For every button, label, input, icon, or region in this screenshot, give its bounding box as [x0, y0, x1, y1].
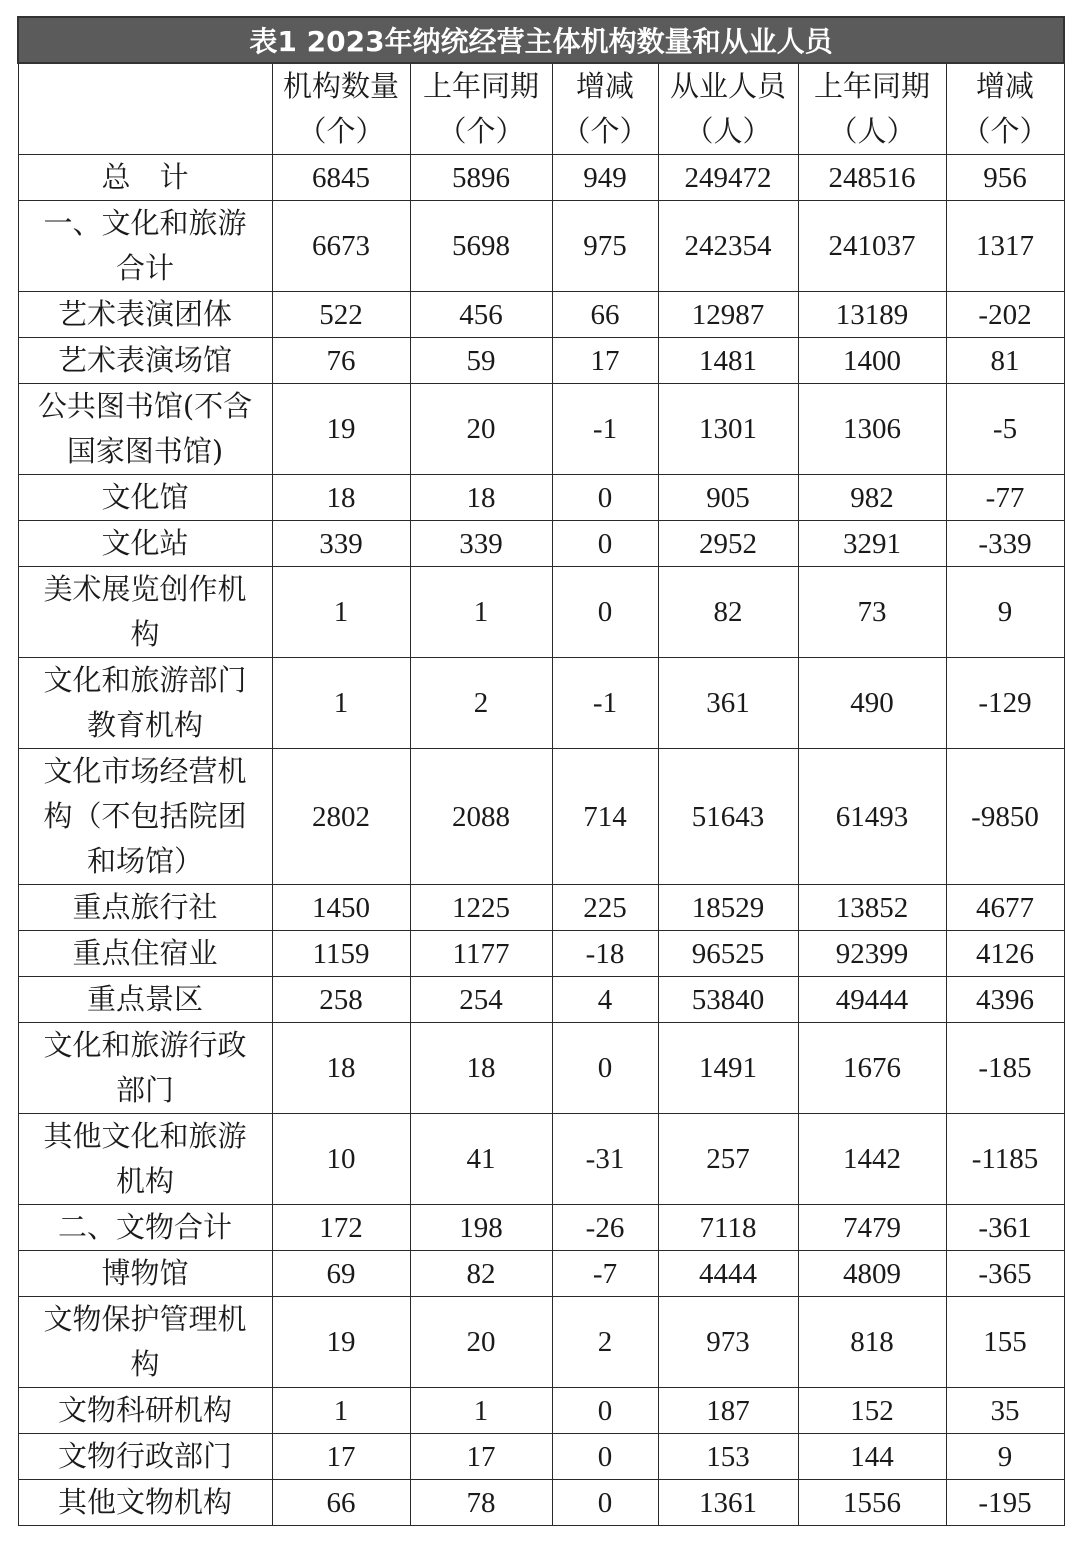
value-cell: 198: [410, 1205, 552, 1251]
value-cell: 1556: [798, 1480, 946, 1526]
table-row: [18, 1023, 1064, 1114]
value-cell: 714: [552, 749, 658, 885]
header-line: 上年同期: [422, 69, 539, 103]
value-cell: -31: [552, 1114, 658, 1205]
value-cell: -365: [946, 1251, 1064, 1297]
row-label-cell: [18, 931, 272, 977]
value-cell: 905: [658, 475, 798, 521]
value-cell: 973: [658, 1297, 798, 1388]
value-cell: 12987: [658, 292, 798, 338]
header-institutions-prev: [410, 63, 552, 155]
value-cell: 1491: [658, 1023, 798, 1114]
value-cell: 949: [552, 155, 658, 201]
row-label-line: 教育机构: [86, 708, 203, 742]
value-cell: 0: [552, 1388, 658, 1434]
row-label-line: 其他文物机构: [57, 1485, 232, 1519]
value-cell: 49444: [798, 977, 946, 1023]
value-cell: 5896: [410, 155, 552, 201]
value-cell: -1: [552, 384, 658, 475]
row-label-line: 文化和旅游行政: [43, 1028, 247, 1062]
value-cell: 249472: [658, 155, 798, 201]
header-line: 上年同期: [813, 69, 930, 103]
value-cell: 361: [658, 658, 798, 749]
table-row: [18, 931, 1064, 977]
table-row: [18, 749, 1064, 885]
table-row: [18, 1297, 1064, 1388]
value-cell: 82: [410, 1251, 552, 1297]
value-cell: 982: [798, 475, 946, 521]
row-label-cell: [18, 1114, 272, 1205]
value-cell: -1185: [946, 1114, 1064, 1205]
value-cell: 96525: [658, 931, 798, 977]
table-row: [18, 338, 1064, 384]
value-cell: 19: [272, 1297, 410, 1388]
header-unit: （个）: [961, 114, 1049, 148]
value-cell: -26: [552, 1205, 658, 1251]
row-label-cell: [18, 749, 272, 885]
value-cell: 0: [552, 1434, 658, 1480]
value-cell: 13852: [798, 885, 946, 931]
value-cell: 456: [410, 292, 552, 338]
value-cell: 1400: [798, 338, 946, 384]
value-cell: 1481: [658, 338, 798, 384]
table-row: [18, 1434, 1064, 1480]
header-line: 增减: [976, 69, 1035, 103]
row-label-line: 重点住宿业: [72, 936, 218, 970]
value-cell: 17: [272, 1434, 410, 1480]
value-cell: 0: [552, 567, 658, 658]
value-cell: 69: [272, 1251, 410, 1297]
value-cell: 1: [272, 1388, 410, 1434]
value-cell: 0: [552, 475, 658, 521]
row-label-cell: [18, 1023, 272, 1114]
table-row: [18, 201, 1064, 292]
value-cell: 18529: [658, 885, 798, 931]
value-cell: 1225: [410, 885, 552, 931]
row-label-line: 其他文化和旅游: [43, 1119, 247, 1153]
header-unit: （人）: [684, 114, 772, 148]
value-cell: 153: [658, 1434, 798, 1480]
value-cell: 2: [552, 1297, 658, 1388]
statistics-table: [17, 16, 1065, 1526]
header-employees: [658, 63, 798, 155]
value-cell: 18: [410, 1023, 552, 1114]
row-label-line: 文物行政部门: [57, 1439, 232, 1473]
table-row: [18, 977, 1064, 1023]
row-label-line: 机构: [115, 1164, 174, 1198]
value-cell: 1317: [946, 201, 1064, 292]
value-cell: 20: [410, 384, 552, 475]
value-cell: 1450: [272, 885, 410, 931]
value-cell: -339: [946, 521, 1064, 567]
value-cell: 258: [272, 977, 410, 1023]
value-cell: 339: [410, 521, 552, 567]
row-label-cell: [18, 201, 272, 292]
value-cell: 257: [658, 1114, 798, 1205]
row-label-line: 构（不包括院团: [43, 799, 247, 833]
value-cell: -18: [552, 931, 658, 977]
header-unit: （人）: [828, 114, 916, 148]
value-cell: 1301: [658, 384, 798, 475]
row-label-line: 一、文化和旅游: [43, 206, 247, 240]
value-cell: 4: [552, 977, 658, 1023]
value-cell: -7: [552, 1251, 658, 1297]
row-label-cell: [18, 475, 272, 521]
value-cell: 1: [410, 567, 552, 658]
value-cell: 975: [552, 201, 658, 292]
value-cell: 2088: [410, 749, 552, 885]
table-row: [18, 1205, 1064, 1251]
value-cell: 7479: [798, 1205, 946, 1251]
row-label-cell: [18, 338, 272, 384]
value-cell: 225: [552, 885, 658, 931]
row-label-line: 重点旅行社: [72, 890, 218, 924]
value-cell: 13189: [798, 292, 946, 338]
row-label-line: 美术展览创作机: [43, 572, 247, 606]
row-label-line: 文化站: [101, 526, 189, 560]
row-label-cell: [18, 155, 272, 201]
value-cell: 6845: [272, 155, 410, 201]
value-cell: 490: [798, 658, 946, 749]
value-cell: 66: [552, 292, 658, 338]
table-row: [18, 384, 1064, 475]
table-row: [18, 292, 1064, 338]
header-line: 从业人员: [669, 69, 786, 103]
table-row: [18, 1388, 1064, 1434]
value-cell: 4396: [946, 977, 1064, 1023]
row-label-cell: [18, 567, 272, 658]
table-row: [18, 1480, 1064, 1526]
value-cell: 0: [552, 1480, 658, 1526]
value-cell: 172: [272, 1205, 410, 1251]
row-label-cell: [18, 885, 272, 931]
header-employees-prev: [798, 63, 946, 155]
value-cell: -185: [946, 1023, 1064, 1114]
value-cell: 3291: [798, 521, 946, 567]
value-cell: -9850: [946, 749, 1064, 885]
row-label-cell: [18, 1205, 272, 1251]
value-cell: 17: [410, 1434, 552, 1480]
value-cell: 155: [946, 1297, 1064, 1388]
value-cell: 152: [798, 1388, 946, 1434]
value-cell: 81: [946, 338, 1064, 384]
value-cell: 6673: [272, 201, 410, 292]
table-row: [18, 658, 1064, 749]
row-label-line: 合计: [115, 251, 174, 285]
header-institutions-change: [552, 63, 658, 155]
row-label-line: 博物馆: [101, 1256, 189, 1290]
row-label-line: 艺术表演团体: [57, 297, 232, 331]
header-institutions: [272, 63, 410, 155]
value-cell: 1159: [272, 931, 410, 977]
value-cell: 2952: [658, 521, 798, 567]
value-cell: 242354: [658, 201, 798, 292]
row-label-cell: [18, 1434, 272, 1480]
value-cell: 2: [410, 658, 552, 749]
value-cell: 248516: [798, 155, 946, 201]
row-label-line: 构: [130, 617, 160, 651]
table-row: [18, 475, 1064, 521]
header-row: [18, 63, 1064, 155]
value-cell: 51643: [658, 749, 798, 885]
value-cell: 53840: [658, 977, 798, 1023]
row-label-line: 文物保护管理机: [43, 1302, 247, 1336]
value-cell: -202: [946, 292, 1064, 338]
value-cell: 187: [658, 1388, 798, 1434]
value-cell: 18: [272, 475, 410, 521]
value-cell: 1442: [798, 1114, 946, 1205]
table-row: [18, 1251, 1064, 1297]
value-cell: 20: [410, 1297, 552, 1388]
value-cell: -361: [946, 1205, 1064, 1251]
header-employees-change: [946, 63, 1064, 155]
row-label-cell: [18, 1480, 272, 1526]
table-row: [18, 567, 1064, 658]
row-label-line: 文化和旅游部门: [43, 663, 247, 697]
value-cell: 956: [946, 155, 1064, 201]
row-label-cell: [18, 1251, 272, 1297]
value-cell: -129: [946, 658, 1064, 749]
header-unit: （个）: [437, 114, 525, 148]
value-cell: 35: [946, 1388, 1064, 1434]
row-label-line: 文物科研机构: [57, 1393, 232, 1427]
value-cell: 4809: [798, 1251, 946, 1297]
row-label-cell: [18, 1388, 272, 1434]
header-line: 机构数量: [282, 69, 399, 103]
value-cell: 9: [946, 567, 1064, 658]
header-corner-cell: [18, 63, 272, 155]
statistics-table-container: [17, 16, 1063, 1526]
value-cell: 9: [946, 1434, 1064, 1480]
value-cell: -77: [946, 475, 1064, 521]
value-cell: 2802: [272, 749, 410, 885]
value-cell: 1: [272, 658, 410, 749]
row-label-line: 部门: [115, 1073, 174, 1107]
value-cell: 4677: [946, 885, 1064, 931]
value-cell: 4444: [658, 1251, 798, 1297]
value-cell: 82: [658, 567, 798, 658]
row-label-line: 二、文物合计: [57, 1210, 232, 1244]
value-cell: 61493: [798, 749, 946, 885]
value-cell: 241037: [798, 201, 946, 292]
value-cell: 0: [552, 521, 658, 567]
table-row: [18, 155, 1064, 201]
value-cell: 10: [272, 1114, 410, 1205]
row-label-line: 重点景区: [86, 982, 203, 1016]
value-cell: 339: [272, 521, 410, 567]
row-label-cell: [18, 292, 272, 338]
row-label-line: 和场馆）: [86, 844, 203, 878]
value-cell: -5: [946, 384, 1064, 475]
value-cell: 144: [798, 1434, 946, 1480]
value-cell: 1676: [798, 1023, 946, 1114]
value-cell: 18: [272, 1023, 410, 1114]
value-cell: 1361: [658, 1480, 798, 1526]
value-cell: -1: [552, 658, 658, 749]
row-label-cell: [18, 1297, 272, 1388]
row-label-line: 总 计: [101, 160, 189, 194]
value-cell: -195: [946, 1480, 1064, 1526]
row-label-line: 国家图书馆): [66, 434, 224, 468]
table-row: [18, 885, 1064, 931]
row-label-cell: [18, 521, 272, 567]
header-unit: （个）: [561, 114, 649, 148]
table-body: [18, 63, 1064, 1526]
value-cell: 522: [272, 292, 410, 338]
value-cell: 78: [410, 1480, 552, 1526]
value-cell: 19: [272, 384, 410, 475]
table-row: [18, 521, 1064, 567]
value-cell: 254: [410, 977, 552, 1023]
row-label-line: 艺术表演场馆: [57, 343, 232, 377]
value-cell: 59: [410, 338, 552, 384]
table-row: [18, 1114, 1064, 1205]
value-cell: 18: [410, 475, 552, 521]
row-label-line: 公共图书馆(不含: [37, 389, 253, 423]
row-label-line: 文化市场经营机: [43, 754, 247, 788]
value-cell: 66: [272, 1480, 410, 1526]
value-cell: 1: [410, 1388, 552, 1434]
value-cell: 818: [798, 1297, 946, 1388]
row-label-cell: [18, 658, 272, 749]
row-label-cell: [18, 977, 272, 1023]
row-label-cell: [18, 384, 272, 475]
value-cell: 92399: [798, 931, 946, 977]
header-unit: （个）: [297, 114, 385, 148]
value-cell: 17: [552, 338, 658, 384]
value-cell: 1306: [798, 384, 946, 475]
table-title: 表1 2023年纳统经营主体机构数量和从业人员: [18, 17, 1064, 63]
value-cell: 7118: [658, 1205, 798, 1251]
value-cell: 4126: [946, 931, 1064, 977]
header-line: 增减: [575, 69, 634, 103]
value-cell: 1177: [410, 931, 552, 977]
value-cell: 1: [272, 567, 410, 658]
row-label-line: 文化馆: [101, 480, 189, 514]
value-cell: 73: [798, 567, 946, 658]
row-label-line: 构: [130, 1347, 160, 1381]
value-cell: 5698: [410, 201, 552, 292]
value-cell: 0: [552, 1023, 658, 1114]
value-cell: 41: [410, 1114, 552, 1205]
value-cell: 76: [272, 338, 410, 384]
